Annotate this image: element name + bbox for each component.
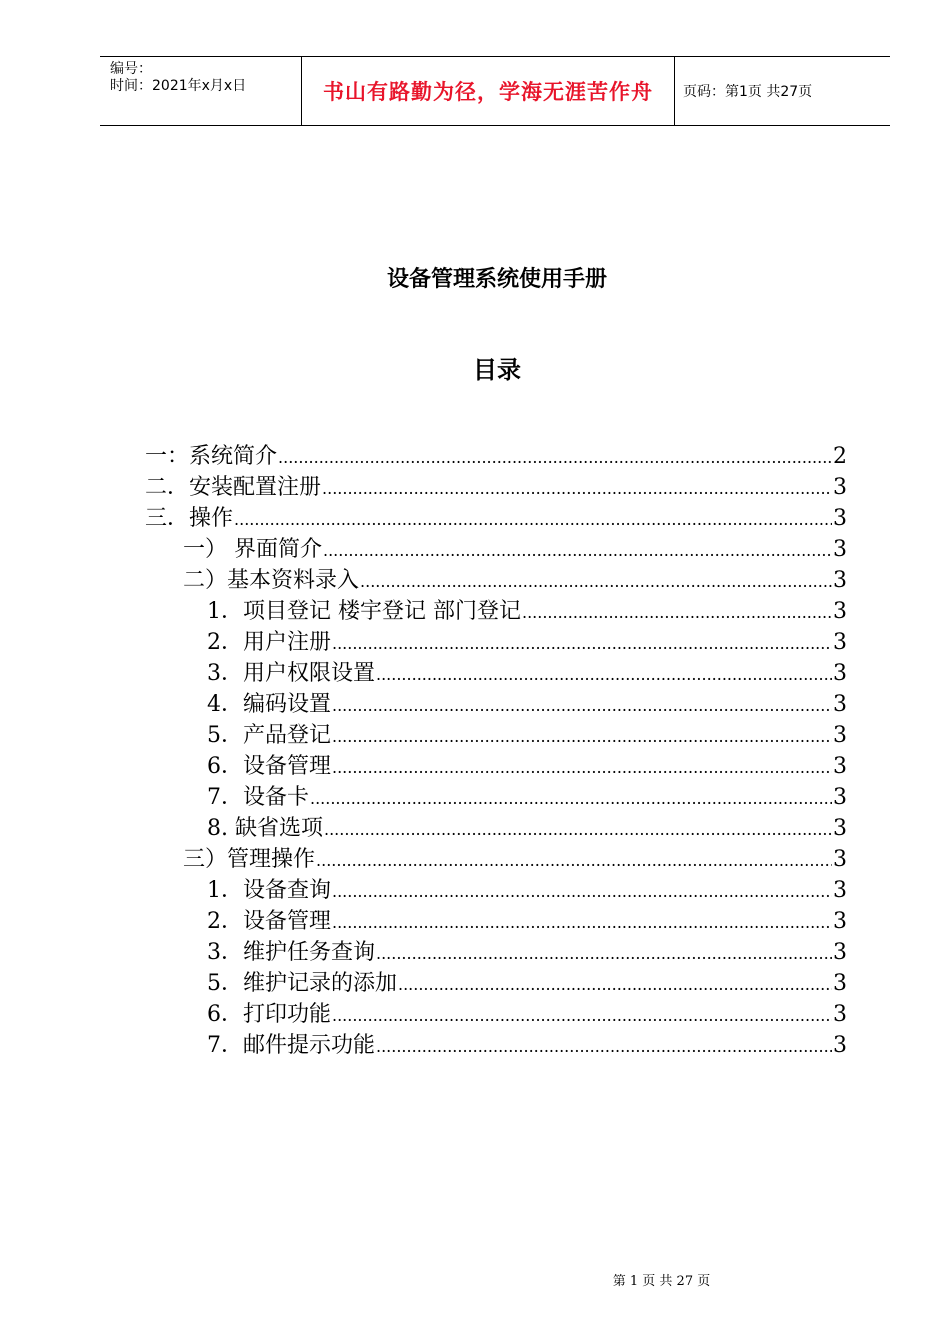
toc-entry-label: 7．邮件提示功能	[207, 1033, 375, 1058]
toc-entry[interactable]	[145, 596, 847, 627]
toc-entry-page: 3	[833, 1033, 847, 1058]
toc-entry[interactable]	[145, 968, 847, 999]
toc-leader-dots	[376, 658, 832, 690]
toc-entry-label: 1．设备查询	[207, 878, 331, 903]
toc-entry[interactable]	[145, 906, 847, 937]
toc-entry-page: 3	[833, 475, 847, 500]
toc-entry-page: 3	[833, 599, 847, 624]
toc-entry-label: 7．设备卡	[207, 785, 309, 810]
number-label: 编号：	[110, 61, 152, 77]
toc-leader-dots	[332, 720, 832, 752]
toc-leader-dots	[323, 534, 832, 566]
toc-leader-dots	[332, 751, 832, 783]
toc-entry-page: 3	[833, 754, 847, 779]
toc-entry-page: 3	[833, 1002, 847, 1027]
toc-entry-page: 3	[833, 785, 847, 810]
toc-entry-label: 8. 缺省选项	[207, 816, 323, 841]
toc-leader-dots	[332, 999, 832, 1031]
toc-entry-page: 3	[833, 661, 847, 686]
toc-leader-dots	[234, 503, 832, 535]
toc-entry-label: 6．设备管理	[207, 754, 331, 779]
toc-entry-label: 1．项目登记 楼宇登记 部门登记	[207, 599, 521, 624]
toc-leader-dots	[332, 627, 832, 659]
toc-entry-label: 5．产品登记	[207, 723, 331, 748]
toc-entry-label: 一：系统简介	[145, 444, 278, 469]
toc-title: 目录	[473, 355, 521, 384]
toc-entry[interactable]	[145, 720, 847, 751]
toc-leader-dots	[522, 596, 832, 628]
header-motto-cell	[302, 57, 675, 125]
toc-entry[interactable]	[145, 534, 847, 565]
toc-entry-label: 2．用户注册	[207, 630, 331, 655]
toc-leader-dots	[316, 844, 832, 876]
toc-entry-page: 3	[833, 692, 847, 717]
toc-entry[interactable]	[145, 751, 847, 782]
header-meta-cell	[100, 57, 302, 125]
toc-entry-page: 3	[833, 537, 847, 562]
toc-leader-dots	[332, 875, 832, 907]
toc-entry-page: 3	[833, 878, 847, 903]
toc-entry-page: 3	[833, 506, 847, 531]
toc-entry-label: 一） 界面简介	[183, 537, 322, 562]
toc-entry[interactable]	[145, 472, 847, 503]
time-label: 时间：2021年x月x日	[110, 78, 247, 94]
toc-entry-label: 5．维护记录的添加	[207, 971, 397, 996]
page-header	[100, 56, 890, 126]
page-info: 页码：第1页 共27页	[683, 84, 813, 100]
toc-entry[interactable]	[145, 999, 847, 1030]
toc-entry-label: 2．设备管理	[207, 909, 331, 934]
toc-leader-dots	[360, 565, 832, 597]
toc-entry-label: 3．维护任务查询	[207, 940, 375, 965]
toc-entry-page: 3	[833, 940, 847, 965]
toc-entry-page: 3	[833, 971, 847, 996]
toc-entry[interactable]	[145, 844, 847, 875]
toc-entry[interactable]	[145, 627, 847, 658]
toc-entry-page: 3	[833, 847, 847, 872]
toc-entry[interactable]	[145, 813, 847, 844]
toc-entry-page: 3	[833, 723, 847, 748]
toc-entry-page: 2	[833, 444, 847, 469]
toc-entry-page: 3	[833, 816, 847, 841]
toc-leader-dots	[322, 472, 832, 504]
toc-entry-label: 二）基本资料录入	[183, 568, 360, 593]
toc-leader-dots	[398, 968, 832, 1000]
toc-entry-label: 4．编码设置	[207, 692, 331, 717]
toc-entry[interactable]	[145, 441, 847, 472]
toc-entry[interactable]	[145, 937, 847, 968]
toc-leader-dots	[376, 937, 832, 969]
toc-leader-dots	[332, 906, 832, 938]
document-title: 设备管理系统使用手册	[386, 266, 607, 292]
toc-entry-page: 3	[833, 630, 847, 655]
toc-entry-label: 三．操作	[145, 506, 234, 531]
toc-entry[interactable]	[145, 658, 847, 689]
toc-entry[interactable]	[145, 689, 847, 720]
toc-leader-dots	[278, 441, 832, 473]
table-of-contents	[145, 441, 847, 1061]
toc-leader-dots	[332, 689, 832, 721]
toc-entry-page: 3	[833, 568, 847, 593]
toc-leader-dots	[310, 782, 832, 814]
toc-entry[interactable]	[145, 875, 847, 906]
toc-entry[interactable]	[145, 1030, 847, 1061]
header-page-cell	[675, 57, 890, 125]
toc-entry-label: 6．打印功能	[207, 1002, 331, 1027]
toc-leader-dots	[324, 813, 832, 845]
toc-entry[interactable]	[145, 503, 847, 534]
motto-text: 书山有路勤为径，学海无涯苦作舟	[323, 79, 653, 104]
toc-leader-dots	[376, 1030, 832, 1062]
toc-entry[interactable]	[145, 565, 847, 596]
toc-entry-label: 三）管理操作	[183, 847, 316, 872]
toc-entry-label: 3．用户权限设置	[207, 661, 375, 686]
page-footer: 第 1 页 共 27 页	[612, 1274, 711, 1289]
toc-entry-page: 3	[833, 909, 847, 934]
toc-entry-label: 二．安装配置注册	[145, 475, 322, 500]
toc-entry[interactable]	[145, 782, 847, 813]
